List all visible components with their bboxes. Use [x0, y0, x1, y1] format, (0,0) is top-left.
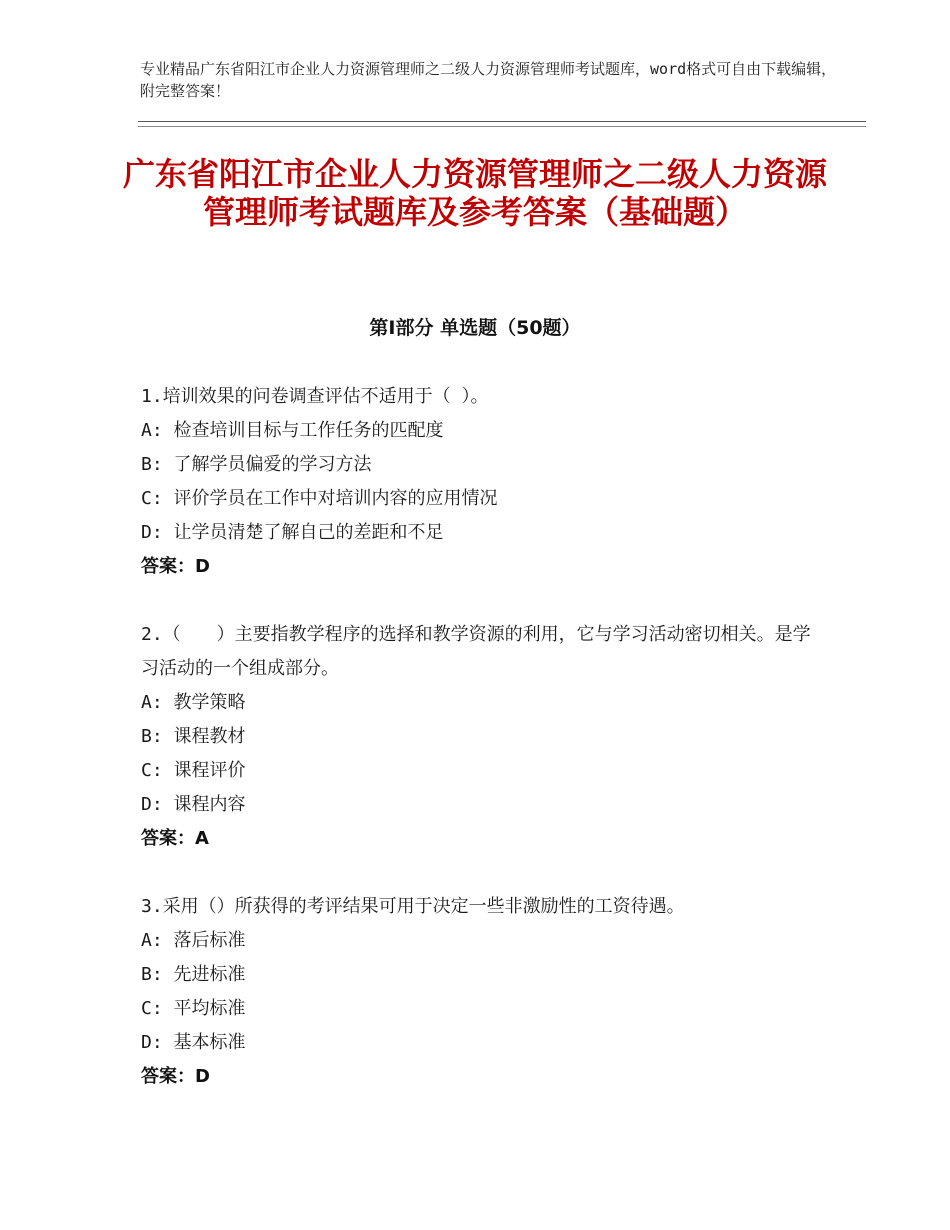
- option-d: D: 课程内容: [141, 794, 246, 815]
- option-d: D: 基本标准: [141, 1032, 246, 1053]
- option-a: A: 教学策略: [141, 692, 246, 713]
- option-b: B: 了解学员偏爱的学习方法: [141, 454, 372, 475]
- option-a: A: 落后标准: [141, 930, 246, 951]
- answer-label: 答案：: [141, 828, 195, 849]
- option-c: C: 评价学员在工作中对培训内容的应用情况: [141, 488, 498, 509]
- section-heading: 第Ⅰ部分 单选题（50题）: [369, 317, 581, 339]
- answer-label: 答案：: [141, 556, 195, 577]
- question-list: [141, 380, 821, 1128]
- header-note: 专业精品广东省阳江市企业人力资源管理师之二级人力资源管理师考试题库，word格式可自由下载编辑，附完整答案！: [140, 60, 837, 100]
- answer-line: [141, 822, 821, 856]
- option-b: B: 课程教材: [141, 726, 246, 747]
- question-1: [141, 380, 821, 584]
- document-title: 广东省阳江市企业人力资源管理师之二级人力资源管理师考试题库及参考答案（基础题）: [122, 155, 827, 231]
- header-divider-secondary: [138, 126, 866, 127]
- header-divider: [138, 121, 866, 122]
- option-a: A: 检查培训目标与工作任务的匹配度: [141, 420, 444, 441]
- option-c: C: 课程评价: [141, 760, 246, 781]
- answer-value: D: [195, 1066, 210, 1087]
- answer-label: 答案：: [141, 1066, 195, 1087]
- question-2: [141, 618, 821, 856]
- answer-value: A: [195, 828, 209, 849]
- option-d: D: 让学员清楚了解自己的差距和不足: [141, 522, 444, 543]
- question-stem: 2.（ ）主要指教学程序的选择和教学资源的利用，它与学习活动密切相关。是学习活动的一个组成部分。: [141, 624, 811, 679]
- question-3: [141, 890, 821, 1094]
- option-c: C: 平均标准: [141, 998, 246, 1019]
- question-stem: 3.采用（）所获得的考评结果可用于决定一些非激励性的工资待遇。: [141, 896, 685, 917]
- option-b: B: 先进标准: [141, 964, 246, 985]
- answer-line: [141, 1060, 821, 1094]
- answer-line: [141, 550, 821, 584]
- answer-value: D: [195, 556, 210, 577]
- question-stem: 1.培训效果的问卷调查评估不适用于（ ）。: [141, 386, 489, 407]
